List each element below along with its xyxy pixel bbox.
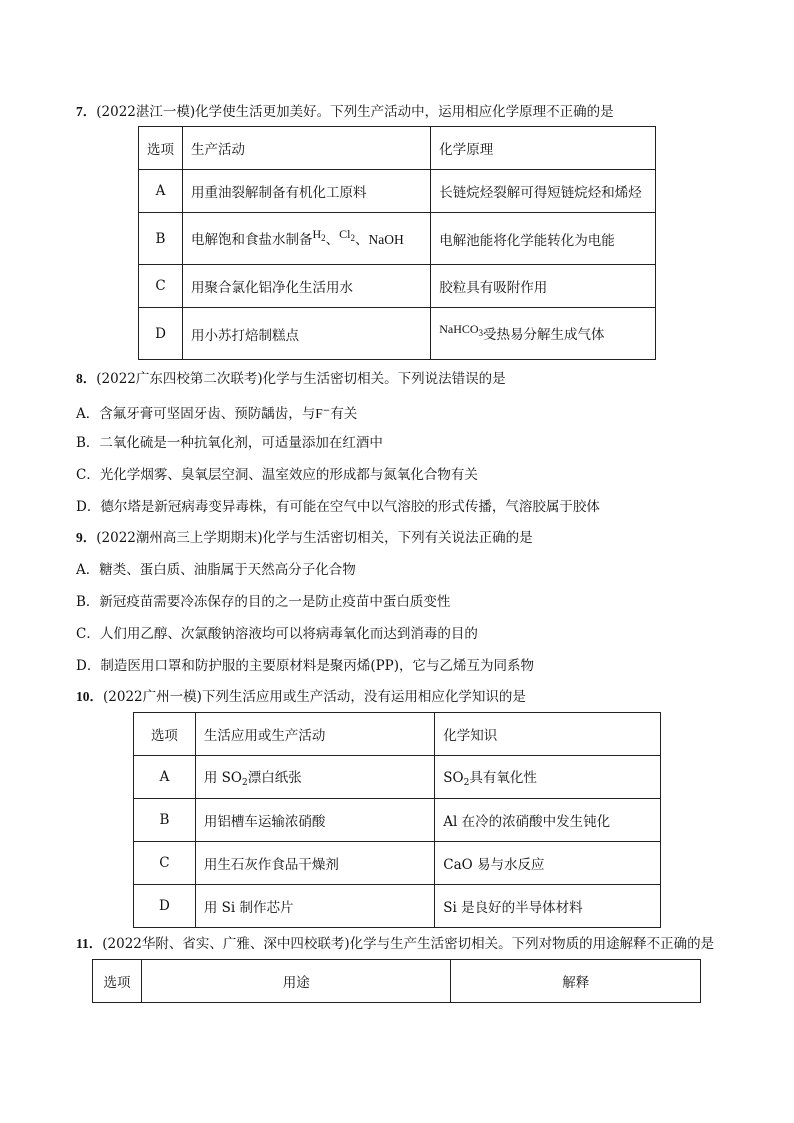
activity-cell — [195, 756, 434, 799]
formula-symbol: H — [312, 227, 322, 241]
option-label: B — [139, 213, 183, 265]
question-number: 10． — [76, 689, 103, 704]
header-option: 选项 — [134, 713, 196, 756]
separator: 、 — [355, 232, 369, 248]
knowledge-cell: Al 在冷的浓硝酸中发生钝化 — [435, 799, 661, 842]
option-text: 有关 — [330, 406, 358, 422]
activity-cell: 用 Si 制作芯片 — [195, 885, 434, 928]
formula-subscript: 2 — [463, 778, 470, 788]
table-row — [134, 756, 661, 799]
table-header-row — [139, 127, 656, 170]
question-text: (2022华附、省实、广雅、深中四校联考)化学与生产生活密切相关。下列对物质的用途解释不正确的是 — [102, 936, 715, 952]
header-principle: 化学原理 — [431, 127, 656, 170]
option-label: A — [134, 756, 196, 799]
activity-text: 用 SO — [203, 770, 242, 786]
formula-subscript: 2 — [350, 233, 356, 243]
q11-table — [92, 959, 701, 1003]
knowledge-cell — [435, 756, 661, 799]
formula-subscript: 2 — [321, 233, 326, 243]
formula-symbol: Cl — [339, 227, 351, 241]
question-text: (2022湛江一模)化学使生活更加美好。下列生产活动中，运用相应化学原理不正确的是 — [96, 104, 614, 120]
option-text: A．含氟牙膏可坚固牙齿、预防龋齿，与 — [76, 406, 316, 422]
option-c: C．光化学烟雾、臭氧层空洞、温室效应的形成都与氮氧化合物有关 — [76, 467, 478, 483]
formula-naoh: NaOH — [368, 232, 404, 247]
option-label: A — [139, 170, 183, 213]
principle-cell: 长链烷烃裂解可得短链烷烃和烯烃 — [431, 170, 656, 213]
option-a: A．糖类、蛋白质、油脂属于天然高分子化合物 — [76, 562, 356, 578]
header-option: 选项 — [93, 960, 142, 1003]
option-b: B．新冠疫苗需要冷冻保存的目的之一是防止疫苗中蛋白质变性 — [76, 594, 451, 610]
option-d: D．德尔塔是新冠病毒变异毒株，有可能在空气中以气溶胶的形式传播，气溶胶属于胶体 — [76, 499, 600, 515]
question-10 — [76, 688, 526, 706]
principle-cell: 胶粒具有吸附作用 — [431, 265, 656, 308]
q10-table — [133, 712, 661, 928]
option-label: C — [139, 265, 183, 308]
table-row — [139, 265, 656, 308]
activity-cell: 用小苏打焙制糕点 — [183, 308, 431, 360]
option-label: D — [134, 885, 196, 928]
option-a — [76, 402, 357, 423]
knowledge-cell: Si 是良好的半导体材料 — [435, 885, 661, 928]
question-number: 9． — [76, 530, 97, 545]
activity-text: 漂白纸张 — [247, 770, 302, 786]
table-row — [134, 842, 661, 885]
question-9 — [76, 529, 533, 547]
question-text: (2022潮州高三上学期期末)化学与生活密切相关，下列有关说法正确的是 — [96, 530, 533, 546]
formula-symbol: NaHCO — [439, 322, 479, 336]
table-header-row — [134, 713, 661, 756]
question-number: 11． — [76, 936, 103, 951]
principle-text: 受热易分解生成气体 — [483, 327, 605, 343]
formula-superscript: − — [322, 406, 331, 416]
table-row — [134, 799, 661, 842]
option-b: B．二氧化硫是一种抗氧化剂，可适量添加在红酒中 — [76, 435, 383, 451]
header-option: 选项 — [139, 127, 183, 170]
knowledge-cell: CaO 易与水反应 — [435, 842, 661, 885]
question-7 — [76, 103, 614, 121]
activity-cell: 用重油裂解制备有机化工原料 — [183, 170, 431, 213]
question-number: 8． — [76, 371, 97, 386]
formula-h2 — [313, 227, 326, 241]
option-c: C．人们用乙醇、次氯酸钠溶液均可以将病毒氧化而达到消毒的目的 — [76, 626, 478, 642]
header-use: 用途 — [141, 960, 450, 1003]
q7-table — [138, 126, 656, 360]
question-text: (2022广州一模)下列生活应用或生产活动，没有运用相应化学知识的是 — [103, 689, 526, 705]
table-row — [134, 885, 661, 928]
header-activity: 生活应用或生产活动 — [195, 713, 434, 756]
formula-f: F — [315, 406, 323, 421]
activity-cell: 用铝槽车运输浓硝酸 — [195, 799, 434, 842]
question-text: (2022广东四校第二次联考)化学与生活密切相关。下列说法错误的是 — [96, 371, 506, 387]
formula-subscript: 3 — [478, 328, 484, 338]
formula-nahco3 — [439, 322, 483, 336]
header-explanation: 解释 — [451, 960, 701, 1003]
activity-cell: 用生石灰作食品干燥剂 — [195, 842, 434, 885]
table-row — [139, 213, 656, 265]
header-knowledge: 化学知识 — [435, 713, 661, 756]
option-label: C — [134, 842, 196, 885]
table-row — [139, 170, 656, 213]
knowledge-text: SO — [443, 770, 464, 786]
principle-cell: 电解池能将化学能转化为电能 — [431, 213, 656, 265]
activity-text: 电解饱和食盐水制备 — [191, 232, 313, 248]
option-label: D — [139, 308, 183, 360]
formula-cl2 — [339, 227, 355, 241]
question-11 — [76, 935, 714, 953]
question-8 — [76, 370, 506, 388]
activity-cell: 用聚合氯化铝净化生活用水 — [183, 265, 431, 308]
separator: 、 — [325, 232, 340, 248]
option-label: B — [134, 799, 196, 842]
question-number: 7． — [76, 104, 97, 119]
activity-cell — [183, 213, 431, 265]
header-activity: 生产活动 — [183, 127, 431, 170]
table-row — [139, 308, 656, 360]
knowledge-text: 具有氧化性 — [469, 770, 537, 786]
formula-subscript: 2 — [241, 778, 248, 788]
principle-cell — [431, 308, 656, 360]
option-d: D．制造医用口罩和防护服的主要原材料是聚丙烯(PP)，它与乙烯互为同系物 — [76, 658, 535, 674]
table-header-row — [93, 960, 701, 1003]
